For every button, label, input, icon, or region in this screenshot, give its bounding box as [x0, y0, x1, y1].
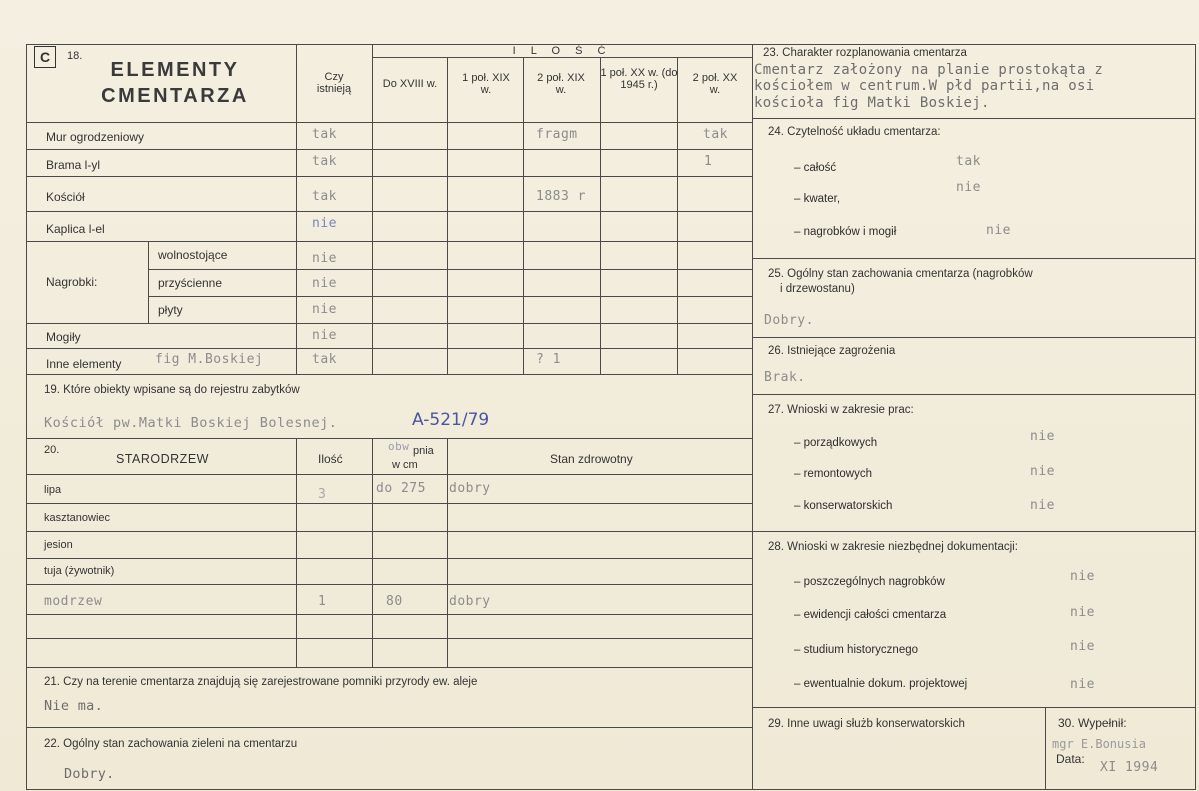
rule	[148, 269, 752, 270]
section-18-title-line2: CMENTARZA	[101, 85, 249, 107]
row-mur-czy: tak	[312, 127, 337, 142]
rule	[26, 531, 752, 532]
row-kosciol-czy: tak	[312, 189, 337, 204]
tree-row-label: kasztanowiec	[44, 512, 111, 524]
row-inne-value: fig M.Boskiej	[155, 352, 264, 367]
rule	[752, 394, 1196, 395]
s28-item-value: nie	[1070, 605, 1095, 620]
s28-item-label: – poszczególnych nagrobków	[794, 576, 945, 588]
col-ilosc: Ilość	[318, 452, 343, 466]
row-mur-2pol-xix: fragm	[536, 127, 578, 142]
tree-row-stan: dobry	[449, 594, 491, 609]
section-18-title-line1: ELEMENTY	[110, 59, 240, 81]
s27-item-value: nie	[1030, 464, 1055, 479]
section-25-label-cont: i drzewostanu)	[780, 283, 855, 295]
rule	[372, 44, 373, 374]
s24-item-label: – całość	[794, 162, 837, 174]
section-22-label: 22. Ogólny stan zachowania zieleni na cmentarzu	[44, 738, 298, 750]
rule	[26, 241, 752, 242]
col-obw: obw	[388, 440, 410, 453]
row-kosciol-2pol-xix: 1883 r	[536, 189, 586, 204]
section-25-value: Dobry.	[764, 313, 814, 328]
section-30-label: 30. Wypełnił:	[1058, 716, 1127, 730]
section-22-value: Dobry.	[64, 766, 115, 782]
section-30-date: XI 1994	[1100, 760, 1159, 775]
s28-item-value: nie	[1070, 639, 1095, 654]
tree-row-label: lipa	[44, 484, 62, 496]
rule	[752, 258, 1196, 259]
row-inne-2pol-xix: ? 1	[536, 352, 561, 367]
row-mur-label: Mur ogrodzeniowy	[46, 130, 145, 144]
border-bottom	[26, 789, 1196, 790]
section-24-label: 24. Czytelność układu cmentarza:	[768, 126, 941, 138]
col-1pol-xix: 1 poł. XIX w.	[462, 72, 510, 96]
rule	[752, 707, 1196, 708]
section-19-typed: Kościół pw.Matki Boskiej Bolesnej.	[44, 415, 338, 431]
s27-item-label: – konserwatorskich	[794, 500, 893, 512]
s28-item-label: – studium historycznego	[794, 644, 919, 656]
col-do-xviii: Do XVIII w.	[382, 78, 438, 90]
rule	[26, 638, 752, 639]
row-mogily-label: Mogiły	[46, 330, 81, 344]
s24-item-label: – kwater,	[794, 193, 841, 205]
tree-row-label: modrzew	[44, 594, 103, 609]
section-23-line: kościoła fig Matki Boskiej.	[754, 95, 990, 111]
rule	[26, 176, 752, 177]
row-kosciol-label: Kościół	[46, 190, 85, 204]
section-28-label: 28. Wnioski w zakresie niezbędnej dokumentacji:	[768, 541, 1018, 553]
rule	[752, 118, 1196, 119]
rule	[372, 438, 373, 667]
section-23-line: Cmentarz założony na planie prostokąta z	[754, 62, 1104, 78]
section-21-value: Nie ma.	[44, 698, 103, 714]
row-brama-label: Brama l-yl	[46, 158, 101, 172]
s28-item-label: – ewidencji całości cmentarza	[794, 609, 947, 621]
rule	[296, 438, 297, 667]
section-23-line: kościołem w centrum.W płd partii,na osi	[754, 78, 1095, 94]
rule	[26, 614, 752, 615]
row-przyscienne-label: przyścienne	[158, 276, 223, 290]
tree-row-label: tuja (żywotnik)	[44, 565, 115, 577]
section-20-title: STARODRZEW	[116, 452, 209, 466]
row-inne-czy: tak	[312, 352, 337, 367]
s27-item-value: nie	[1030, 498, 1055, 513]
section-27-label: 27. Wnioski w zakresie prac:	[768, 404, 914, 416]
section-19-register-number: A-521/79	[412, 410, 490, 430]
rule	[677, 57, 678, 374]
section-letter-box: C	[34, 46, 56, 68]
row-kaplica-label: Kaplica l-el	[46, 222, 105, 236]
rule	[26, 667, 752, 668]
rule	[752, 531, 1196, 532]
border-left	[26, 44, 27, 789]
rule	[26, 122, 752, 123]
s27-item-label: – porządkowych	[794, 437, 878, 449]
col-czy-istnieja: Czy istnieją	[316, 71, 352, 95]
s28-item-value: nie	[1070, 569, 1095, 584]
s24-item-value: tak	[956, 154, 981, 169]
section-18-number: 18.	[67, 50, 83, 62]
section-26-value: Brak.	[764, 370, 806, 385]
rule	[372, 57, 752, 58]
rule	[26, 727, 752, 728]
rule	[26, 438, 752, 439]
tree-row-obw: do 275	[376, 481, 426, 496]
row-kaplica-czy: nie	[312, 216, 337, 231]
tree-row-ilosc: 1	[318, 594, 327, 609]
col-2pol-xix: 2 poł. XIX w.	[537, 72, 585, 96]
column-divider	[752, 44, 753, 789]
s24-item-label: – nagrobków i mogił	[794, 226, 897, 238]
rule	[447, 438, 448, 667]
col-2pol-xx: 2 poł. XX w.	[692, 72, 738, 96]
rule	[148, 296, 752, 297]
rule	[752, 337, 1196, 338]
ilosc-header: I L O Ś Ć	[512, 45, 612, 57]
section-19-label: 19. Które obiekty wpisane są do rejestru zabytków	[44, 384, 300, 396]
tree-row-stan: dobry	[449, 481, 491, 496]
s27-item-value: nie	[1030, 429, 1055, 444]
section-26-label: 26. Istniejące zagrożenia	[768, 345, 896, 357]
rule	[148, 241, 149, 323]
s28-item-label: – ewentualnie dokum. projektowej	[794, 678, 968, 690]
rule	[26, 558, 752, 559]
rule	[26, 149, 752, 150]
rule	[26, 211, 752, 212]
section-29-label: 29. Inne uwagi służb konserwatorskich	[768, 718, 965, 730]
row-brama-2pol-xx: 1	[704, 154, 713, 169]
row-plyty-czy: nie	[312, 302, 337, 317]
rule	[600, 57, 601, 374]
row-wolnostojace-label: wolnostojące	[158, 248, 228, 262]
row-plyty-label: płyty	[158, 303, 183, 317]
section-30-name: mgr E.Bonusia	[1052, 737, 1146, 751]
rule	[26, 348, 752, 349]
section-30-date-label: Data:	[1056, 752, 1085, 766]
col-stan-zdrowotny: Stan zdrowotny	[550, 452, 633, 466]
rule	[26, 584, 752, 585]
section-21-label: 21. Czy na terenie cmentarza znajdują się zarejestrowane pomniki przyrody ew. aleje	[44, 676, 478, 688]
s24-item-value: nie	[956, 180, 981, 195]
row-nagrobki-label: Nagrobki:	[46, 275, 98, 289]
rule	[447, 57, 448, 374]
section-25-label: 25. Ogólny stan zachowania cmentarza (nagrobków	[768, 268, 1033, 280]
s27-item-label: – remontowych	[794, 468, 872, 480]
col-1pol-xx: 1 poł. XX w. (do 1945 r.)	[600, 67, 678, 91]
section-23-label: 23. Charakter rozplanowania cmentarza	[763, 47, 967, 59]
tree-row-label: jesion	[44, 539, 73, 551]
col-w-cm: w cm	[392, 459, 418, 471]
rule	[26, 503, 752, 504]
row-mur-2pol-xx: tak	[703, 127, 728, 142]
rule	[523, 57, 524, 374]
rule	[26, 323, 752, 324]
row-przyscienne-czy: nie	[312, 276, 337, 291]
row-inne-label: Inne elementy	[46, 357, 122, 371]
section-20-number: 20.	[44, 444, 60, 456]
tree-row-ilosc: 3	[318, 487, 327, 502]
row-brama-czy: tak	[312, 154, 337, 169]
s24-item-value: nie	[986, 223, 1011, 238]
border-right	[1195, 44, 1196, 789]
row-wolnostojace-czy: nie	[312, 251, 337, 266]
rule	[26, 374, 752, 375]
s28-item-value: nie	[1070, 677, 1095, 692]
col-pnia: pnia	[413, 445, 434, 457]
row-mogily-czy: nie	[312, 328, 337, 343]
tree-row-obw: 80	[386, 594, 403, 609]
rule	[296, 44, 297, 374]
rule	[1045, 707, 1046, 789]
rule	[26, 474, 752, 475]
